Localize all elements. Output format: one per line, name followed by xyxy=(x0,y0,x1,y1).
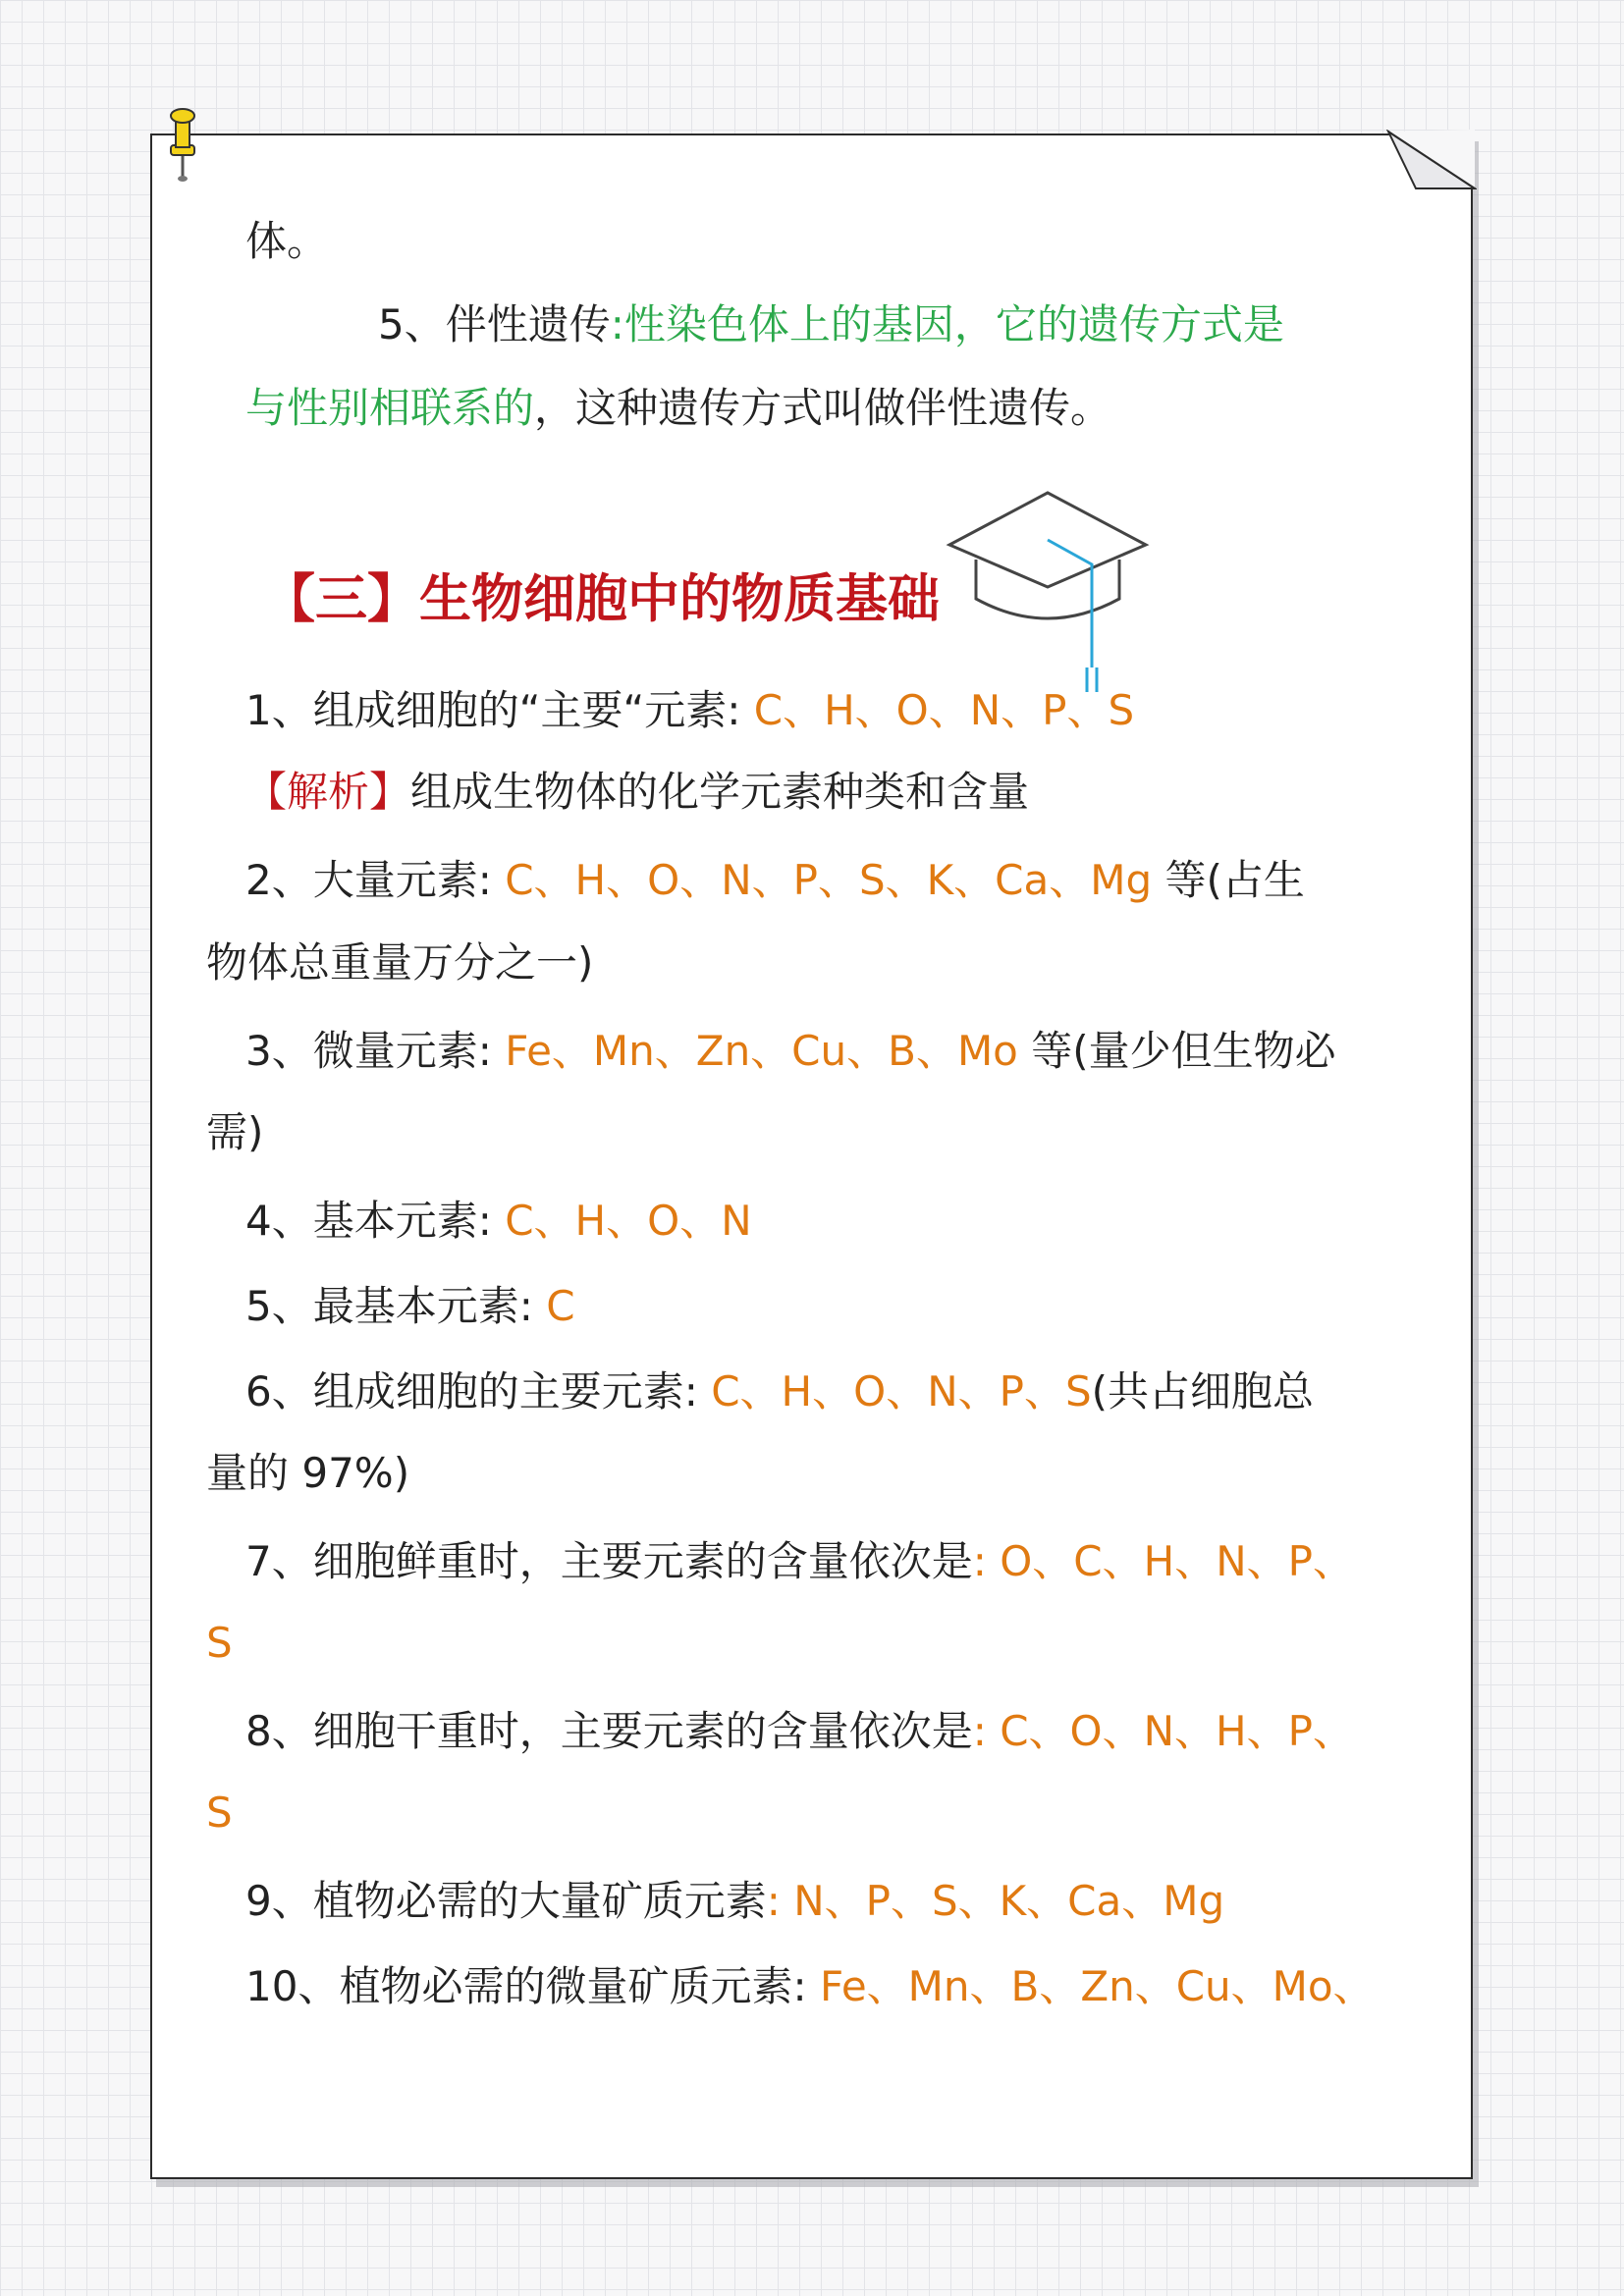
intro-text: 体。 xyxy=(245,217,329,265)
item-5-label: 5、最基本元素: xyxy=(245,1282,533,1330)
item-9 xyxy=(245,1877,1225,1925)
item-8 xyxy=(245,1707,1354,1755)
item-6-value: C、H、O、N、P、S xyxy=(711,1367,1092,1415)
item5-inheritance-line xyxy=(378,300,1284,348)
item-2-line-2: 物体总重量万分之一) xyxy=(206,938,594,987)
item-7-label: 7、细胞鲜重时，主要元素的含量依次是 xyxy=(245,1537,973,1585)
item-1-value: C、H、O、N、P、S xyxy=(753,686,1135,734)
graduation-cap-icon xyxy=(945,491,1151,695)
item-3 xyxy=(245,1027,1336,1075)
item-1-label: 1、组成细胞的“主要“元素: xyxy=(245,686,741,734)
item-6-label: 6、组成细胞的主要元素: xyxy=(245,1367,698,1415)
item-8-line-2: S xyxy=(206,1789,233,1837)
item-8-value: : C、O、N、H、P、 xyxy=(972,1707,1354,1755)
item-2 xyxy=(245,856,1305,904)
item-4-label: 4、基本元素: xyxy=(245,1197,492,1245)
item-9-value: : N、P、S、K、Ca、Mg xyxy=(766,1877,1225,1925)
folded-corner-icon xyxy=(1386,130,1477,190)
item5-rest: ，这种遗传方式叫做伴性遗传。 xyxy=(534,384,1112,432)
item-2-value: C、H、O、N、P、S、K、Ca、Mg xyxy=(505,856,1153,904)
item-9-label: 9、植物必需的大量矿质元素 xyxy=(245,1877,767,1925)
item-10-value: Fe、Mn、B、Zn、Cu、Mo、 xyxy=(819,1962,1375,2010)
item-1 xyxy=(245,686,1135,734)
analysis-text: 组成生物体的化学元素种类和含量 xyxy=(410,768,1030,816)
item-3-label: 3、微量元素: xyxy=(245,1027,492,1075)
pushpin-icon xyxy=(161,106,204,185)
item-10-label: 10、植物必需的微量矿质元素: xyxy=(245,1962,807,2010)
item-8-label: 8、细胞干重时，主要元素的含量依次是 xyxy=(245,1707,973,1755)
note-paper xyxy=(150,133,1473,2179)
item-2-label: 2、大量元素: xyxy=(245,856,492,904)
analysis-line xyxy=(245,768,1030,816)
item5-colon: : xyxy=(610,300,624,348)
item-6-tail: (共占细胞总 xyxy=(1091,1367,1314,1415)
item5-inheritance-line-2 xyxy=(245,384,1112,432)
item-6 xyxy=(245,1367,1314,1415)
item5-highlight: 性染色体上的基因，它的遗传方式是 xyxy=(623,300,1284,348)
item-3-value: Fe、Mn、Zn、Cu、B、Mo xyxy=(505,1027,1018,1075)
item5-label: 5、伴性遗传 xyxy=(378,300,611,348)
item-3-line-2: 需) xyxy=(206,1108,264,1156)
item-5 xyxy=(245,1282,575,1330)
analysis-tag: 【解析】 xyxy=(245,768,411,816)
item-4 xyxy=(245,1197,752,1245)
item-6-line-2: 量的 97%) xyxy=(206,1449,410,1497)
item-7-value: : O、C、H、N、P、 xyxy=(972,1537,1354,1585)
item-7-line-2: S xyxy=(206,1619,233,1667)
section-title: 【三】生物细胞中的物质基础 xyxy=(263,569,940,629)
item-5-value: C xyxy=(546,1282,575,1330)
item-7 xyxy=(245,1537,1354,1585)
item-2-tail: 等(占生 xyxy=(1164,856,1305,904)
item-10 xyxy=(245,1962,1375,2010)
item-3-tail: 等(量少但生物必 xyxy=(1031,1027,1336,1075)
item-4-value: C、H、O、N xyxy=(505,1197,752,1245)
intro-line-1 xyxy=(245,217,329,265)
item5-highlight-2: 与性别相联系的 xyxy=(245,384,535,432)
